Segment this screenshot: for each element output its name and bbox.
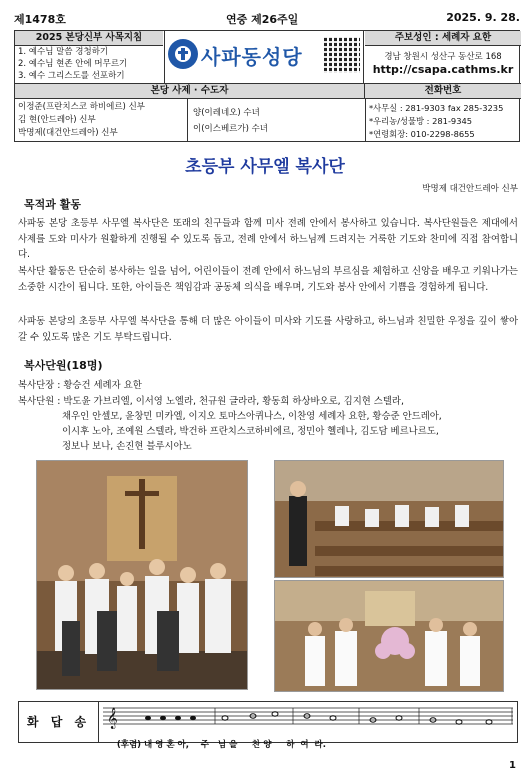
bulletin-header — [14, 30, 520, 142]
psalm-refrain-label: (후렴) — [116, 740, 142, 750]
group-photo-sanctuary — [36, 460, 248, 690]
liturgical-week: 연중 제26주일 — [226, 13, 299, 26]
members-line: 박도윤 가브리엘, 이서영 노엘라, 천규원 글라라, 황동희 하상바오로, 김지현 스텔라, — [63, 396, 404, 407]
section-purpose-heading: 목적과 활동 — [24, 198, 81, 211]
article-title: 초등부 사무엘 복사단 — [185, 157, 345, 177]
photo-pews-rehearsal — [274, 460, 504, 578]
priests-list — [18, 101, 145, 140]
paragraph-3: 사파동 본당의 초등부 사무엘 복사단을 통해 더 많은 아이들이 미사와 기도를 사랑하고, 하느님과 친밀한 우정을 깊이 쌓아갈 수 있도록 많은 기도 부탁드립니다. — [18, 316, 518, 343]
sisters-list — [193, 105, 268, 137]
phone-funeral: *연령회장: 010-2298-8655 — [369, 129, 475, 139]
priest-name: 박명제(대건안드레아) 신부 — [18, 128, 118, 138]
responsorial-psalm — [18, 701, 518, 750]
psalm-lyrics — [105, 728, 326, 760]
members-label: 복사단원 : — [18, 396, 61, 407]
priest-name: 김 현(안드레아) 신부 — [18, 115, 96, 125]
parish-emblem-icon — [168, 39, 198, 69]
paragraph-2: 복사단 활동은 단순히 봉사하는 일을 넘어, 어린이들이 전례 안에서 하느님의 부르심을 체험하고 신앙을 배우고 키워나가는 소중한 시간이 됩니다. 또한, 아이들은 책임감과 공동체 의식을 배우며, 기도와 봉사 안에서 기쁨을 경험하게 됩니다. — [18, 266, 518, 293]
paragraph-1: 사파동 본당 초등부 사무엘 복사단은 또래의 친구들과 함께 미사 전례 안에서 봉사하고 있습니다. 복사단원들은 제대에서 사제를 도와 미사가 원활하게 진행될 수 있도록 돕고, 전례 안에서 하느님께 드려지는 거룩한 기도와 찬미에 직접 참여합니다. — [18, 218, 518, 260]
phone-shop: *우리농/성물방 : 281-9345 — [369, 116, 473, 126]
goal-item: 3. 예수 그리스도를 선포하기 — [18, 71, 125, 81]
parish-homepage-link[interactable]: http://csapa.cathms.kr — [372, 63, 514, 76]
psalm-lyrics-text: 내 영 혼 아, 주 님 을 찬 양 하 여 라. — [144, 740, 326, 750]
goal-item: 1. 예수님 말씀 경청하기 — [18, 47, 109, 57]
qr-code-icon[interactable] — [324, 37, 360, 73]
page-number: 1 — [509, 760, 516, 771]
parish-address: 경남 창원시 성산구 동산로 168 — [384, 52, 502, 62]
goal-item: 2. 예수님 현존 안에 머무르기 — [18, 59, 128, 69]
parish-info — [365, 31, 521, 83]
psalm-label: 화 답 송 — [19, 702, 99, 742]
column-divider — [365, 99, 366, 142]
pastoral-goals — [15, 46, 163, 82]
patron-saint: 주보성인 : 세례자 요한 — [365, 31, 521, 46]
phone-office: *사무실 : 281-9303 fax 285-3235 — [369, 103, 504, 113]
members-line: 정보나 보나, 손진현 블루시아노 — [62, 441, 192, 452]
sister-name: 이(이스베르가) 수녀 — [193, 124, 269, 134]
parish-name: 사파동성당 — [201, 45, 303, 69]
parish-logo-area — [164, 31, 364, 83]
section-members-heading: 복사단원(18명) — [24, 359, 103, 372]
issue-number: 제1478호 — [14, 13, 66, 26]
photo-altar-group — [274, 580, 504, 692]
members-block — [18, 394, 518, 410]
column-divider — [187, 99, 188, 142]
article-author: 박명제 대건안드레아 신부 — [422, 184, 518, 194]
leader-line: 복사단장 : 황승건 세례자 요한 — [18, 380, 142, 391]
goal-title: 2025 본당신부 사목지침 — [15, 31, 163, 46]
priest-name: 이정준(프란치스코 하비에르) 신부 — [18, 102, 145, 112]
bulletin-date: 2025. 9. 28. — [446, 11, 520, 24]
phone-list — [369, 102, 503, 141]
bulletin-topline — [14, 8, 520, 28]
clergy-title: 본당 사제 · 수도자 — [15, 84, 365, 99]
members-line: 채우인 안셀모, 윤창민 미카엘, 이지오 토마스아퀴나스, 이찬영 세례자 요한, 황승준 안드레아, — [62, 411, 442, 422]
svg-text:𝄞: 𝄞 — [107, 708, 118, 729]
members-line: 이시후 노아, 조예원 스텔라, 박건하 프란치스코하비에르, 정민아 헬레나, 김도담 베르나르도, — [62, 426, 439, 437]
sister-name: 양(이레네오) 수녀 — [193, 108, 260, 118]
phone-title: 전화번호 — [365, 84, 521, 99]
